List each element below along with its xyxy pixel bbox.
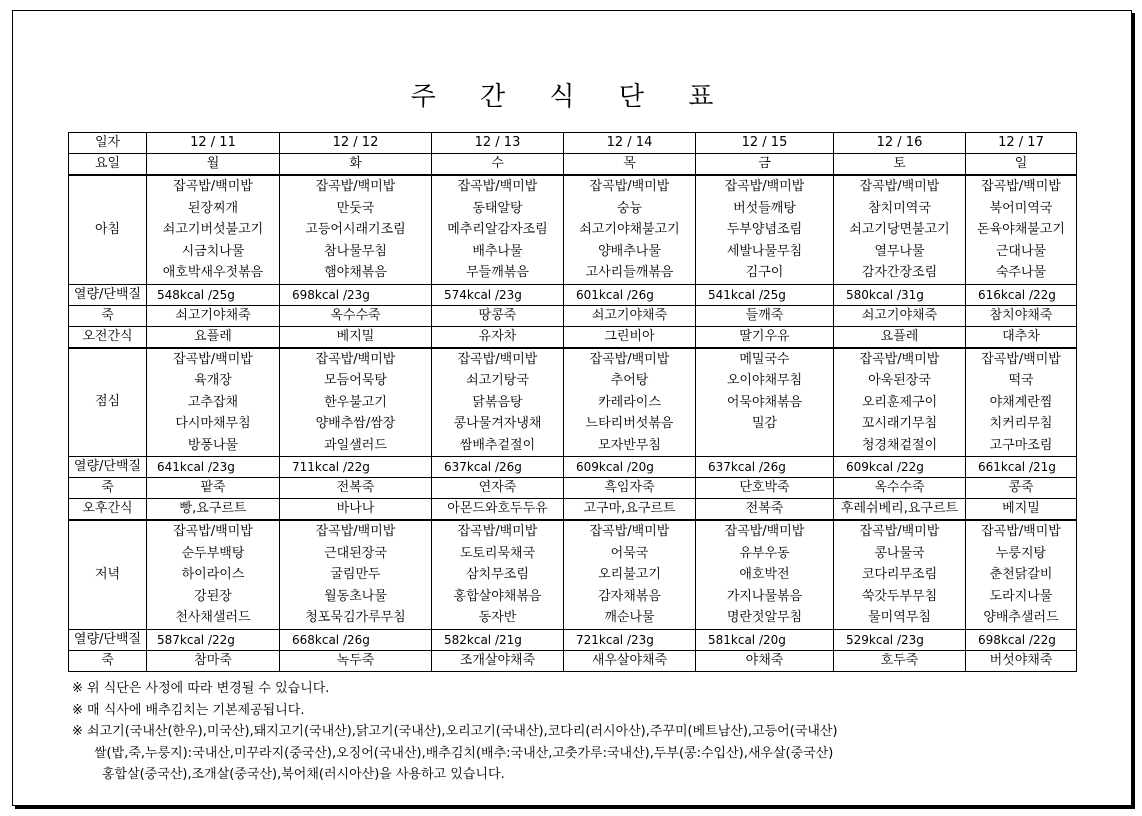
menu-item: 도라지나물 — [989, 588, 1053, 604]
menu-item: 열무나물 — [874, 243, 925, 259]
dinner-kcal-cell: 698kcal /22g — [966, 629, 1077, 650]
breakfast-porridge-cell: 들깨죽 — [696, 305, 834, 326]
dinner-porridge-cell: 야채죽 — [696, 650, 834, 671]
breakfast-cell — [966, 175, 1077, 284]
menu-item: 숭늉 — [616, 200, 643, 216]
menu-item: 굴림만두 — [330, 567, 381, 582]
date-row — [69, 133, 1077, 154]
lunch-kcal-cell: 641kcal /23g — [147, 457, 280, 478]
dinner-kcal-cell: 668kcal /26g — [280, 629, 432, 650]
lunch-kcal-row — [69, 457, 1077, 478]
lunch-kcal-cell: 609kcal /20g — [564, 457, 696, 478]
menu-item: 쇠고기당면불고기 — [849, 222, 950, 237]
breakfast-kcal-cell: 548kcal /25g — [147, 284, 280, 305]
lunch-cell — [147, 348, 280, 457]
dinner-porridge-row — [69, 650, 1077, 671]
breakfast-kcal-cell: 601kcal /26g — [564, 284, 696, 305]
menu-item: 방풍나물 — [187, 437, 239, 453]
day-cell: 월 — [147, 154, 280, 176]
dinner-porridge-cell: 버섯야채죽 — [966, 650, 1077, 671]
note-1: ※ 위 식단은 사정에 따라 변경될 수 있습니다. — [72, 681, 330, 696]
menu-item: 잡곡밥/백미밥 — [173, 179, 253, 194]
menu-item: 유부우동 — [739, 545, 790, 561]
lunch-porridge-cell: 단호박죽 — [696, 478, 834, 499]
lunch-kcal-cell: 711kcal /22g — [280, 457, 432, 478]
menu-item: 김구이 — [745, 265, 784, 280]
lunch-kcal-cell: 661kcal /21g — [966, 457, 1077, 478]
afternoon-snack-cell: 아몬드와호두두유 — [432, 499, 564, 521]
menu-item: 동태알탕 — [472, 200, 523, 216]
menu-item: 과일샐러드 — [324, 437, 387, 453]
menu-item: 잡곡밥/백미밥 — [315, 351, 396, 367]
breakfast-kcal-cell: 580kcal /31g — [834, 284, 966, 305]
menu-item: 가지나물볶음 — [726, 588, 803, 604]
menu-item: 육개장 — [194, 373, 232, 388]
menu-item: 쇠고기야채불고기 — [579, 222, 680, 237]
menu-item: 고추잡채 — [187, 394, 239, 410]
breakfast-cell — [696, 175, 834, 284]
menu-item: 오리불고기 — [598, 567, 661, 582]
menu-item: 코다리무조림 — [861, 567, 938, 582]
menu-item: 콩나물국 — [874, 545, 925, 561]
lunch-cell — [280, 348, 432, 457]
lunch-porridge-cell: 연자죽 — [432, 478, 564, 499]
menu-item: 잡곡밥/백미밥 — [724, 524, 805, 539]
lunch-cell — [696, 348, 834, 457]
menu-item: 숙주나물 — [995, 265, 1047, 280]
date-cell: 12 / 13 — [432, 133, 564, 154]
menu-item: 물미역무침 — [868, 610, 931, 625]
menu-item: 잡곡밥/백미밥 — [173, 524, 253, 539]
menu-item: 양배추쌈/쌈장 — [315, 416, 396, 431]
menu-item: 잡곡밥/백미밥 — [589, 351, 670, 367]
date-label: 일자 — [69, 133, 147, 154]
afternoon-snack-cell: 바나나 — [280, 499, 432, 521]
menu-item: 된장찌개 — [187, 200, 239, 216]
menu-item: 두부양념조림 — [726, 222, 803, 237]
menu-item: 어묵국 — [610, 545, 649, 561]
day-cell: 금 — [696, 154, 834, 176]
menu-item: 야채계란찜 — [989, 394, 1053, 410]
menu-item: 청경채겉절이 — [861, 437, 938, 453]
menu-item: 강된장 — [194, 588, 232, 604]
menu-item: 햄야채볶음 — [324, 265, 387, 280]
lunch-kcal-label: 열량/단백질 — [69, 457, 147, 478]
menu-item: 누룽지탕 — [995, 545, 1047, 561]
dinner-label: 저녁 — [69, 520, 147, 629]
breakfast-porridge-cell: 쇠고기야채죽 — [834, 305, 966, 326]
menu-item: 카레라이스 — [598, 394, 661, 410]
morning-snack-cell: 그린비아 — [564, 326, 696, 348]
menu-item: 아욱된장국 — [868, 373, 931, 388]
dinner-kcal-label: 열량/단백질 — [69, 629, 147, 650]
menu-item: 양배추샐러드 — [983, 610, 1059, 625]
dinner-kcal-cell: 721kcal /23g — [564, 629, 696, 650]
lunch-porridge-cell: 흑임자죽 — [564, 478, 696, 499]
day-cell: 토 — [834, 154, 966, 176]
lunch-kcal-cell: 637kcal /26g — [696, 457, 834, 478]
lunch-porridge-cell: 전복죽 — [280, 478, 432, 499]
menu-item: 잡곡밥/백미밥 — [315, 524, 396, 539]
menu-item: 떡국 — [1008, 373, 1034, 388]
menu-item: 홍합살야채볶음 — [453, 588, 542, 604]
afternoon-snack-cell: 후레쉬베리,요구르트 — [834, 499, 966, 521]
menu-item: 무들깨볶음 — [466, 265, 529, 280]
menu-item: 도토리묵채국 — [459, 545, 536, 561]
menu-item: 잡곡밥/백미밥 — [589, 524, 670, 539]
breakfast-kcal-cell: 574kcal /23g — [432, 284, 564, 305]
menu-item: 잡곡밥/백미밥 — [457, 179, 538, 194]
lunch-cell — [966, 348, 1077, 457]
morning-snack-cell: 딸기우유 — [696, 326, 834, 348]
dinner-porridge-cell: 참마죽 — [147, 650, 280, 671]
menu-item: 쌈배추겉절이 — [459, 437, 536, 453]
menu-item: 순두부백탕 — [181, 545, 245, 561]
breakfast-porridge-row — [69, 305, 1077, 326]
lunch-cell — [564, 348, 696, 457]
lunch-kcal-cell: 637kcal /26g — [432, 457, 564, 478]
menu-item: 감자채볶음 — [598, 588, 661, 604]
breakfast-label: 아침 — [69, 175, 147, 284]
menu-item: 참치미역국 — [868, 200, 931, 216]
weekly-menu-table — [68, 132, 1077, 672]
lunch-porridge-label: 죽 — [69, 478, 147, 499]
menu-item: 돈육야채불고기 — [977, 222, 1065, 237]
menu-item: 근대된장국 — [324, 545, 387, 561]
lunch-porridge-cell: 옥수수죽 — [834, 478, 966, 499]
breakfast-porridge-cell: 땅콩죽 — [432, 305, 564, 326]
breakfast-kcal-cell: 616kcal /22g — [966, 284, 1077, 305]
menu-item: 잡곡밥/백미밥 — [724, 179, 805, 194]
menu-item: 잡곡밥/백미밥 — [859, 179, 940, 194]
morning-snack-cell: 대추차 — [966, 326, 1077, 348]
dinner-porridge-cell: 호두죽 — [834, 650, 966, 671]
dinner-cell — [564, 520, 696, 629]
menu-item: 만둣국 — [336, 200, 375, 216]
menu-item: 오이야채무침 — [726, 373, 803, 388]
menu-item: 근대나물 — [995, 243, 1047, 259]
menu-item: 모자반무침 — [598, 437, 661, 453]
menu-item: 참나물무침 — [324, 243, 387, 259]
breakfast-cell — [432, 175, 564, 284]
date-cell: 12 / 11 — [147, 133, 280, 154]
menu-item: 쑥갓두부무침 — [861, 588, 938, 604]
breakfast-kcal-row — [69, 284, 1077, 305]
day-cell: 목 — [564, 154, 696, 176]
menu-item: 한우불고기 — [324, 394, 387, 410]
menu-item: 모듬어묵탕 — [324, 373, 387, 388]
date-cell: 12 / 16 — [834, 133, 966, 154]
note-4: 쌀(밥,죽,누룽지):국내산,미꾸라지(중국산),오징어(국내산),배추김치(배추:국내산,고춧가루:국내산),두부(콩:수입산),새우살(중국산) — [94, 745, 834, 761]
menu-item: 추어탕 — [610, 373, 649, 388]
menu-item: 고구마조림 — [989, 437, 1053, 453]
menu-item: 콩나물겨자냉채 — [453, 416, 542, 431]
day-cell: 화 — [280, 154, 432, 176]
menu-item: 쇠고기탕국 — [466, 373, 529, 388]
dinner-cell — [147, 520, 280, 629]
menu-item: 고등어시래기조림 — [305, 222, 406, 237]
menu-item: 청포묵김가루무침 — [305, 610, 406, 625]
dinner-kcal-row — [69, 629, 1077, 650]
menu-item: 메추리알감자조림 — [447, 222, 548, 237]
menu-item: 잡곡밥/백미밥 — [315, 179, 396, 194]
afternoon-snack-label: 오후간식 — [69, 499, 147, 521]
afternoon-snack-row — [69, 499, 1077, 521]
date-cell: 12 / 12 — [280, 133, 432, 154]
dinner-porridge-cell: 새우살야채죽 — [564, 650, 696, 671]
menu-item: 잡곡밥/백미밥 — [981, 179, 1061, 194]
menu-item: 월동초나물 — [324, 588, 387, 604]
lunch-cell — [432, 348, 564, 457]
afternoon-snack-cell: 전복죽 — [696, 499, 834, 521]
afternoon-snack-cell: 빵,요구르트 — [147, 499, 280, 521]
day-row — [69, 154, 1077, 176]
lunch-porridge-row — [69, 478, 1077, 499]
breakfast-porridge-cell: 쇠고기야채죽 — [564, 305, 696, 326]
menu-item: 잡곡밥/백미밥 — [859, 351, 940, 367]
menu-item: 삼치무조림 — [466, 567, 529, 582]
menu-item: 다시마채무침 — [175, 416, 251, 431]
morning-snack-cell: 유자차 — [432, 326, 564, 348]
menu-item: 밀감 — [751, 416, 778, 431]
lunch-kcal-cell: 609kcal /22g — [834, 457, 966, 478]
breakfast-cell — [147, 175, 280, 284]
dinner-kcal-cell: 587kcal /22g — [147, 629, 280, 650]
menu-item: 잡곡밥/백미밥 — [981, 351, 1061, 367]
menu-item: 잡곡밥/백미밥 — [457, 351, 538, 367]
breakfast-kcal-cell: 698kcal /23g — [280, 284, 432, 305]
menu-item: 배추나물 — [472, 243, 523, 259]
note-5: 홍합살(중국산),조개살(중국산),북어채(러시아산)을 사용하고 있습니다. — [102, 767, 505, 782]
notes — [72, 678, 838, 786]
menu-item: 북어미역국 — [989, 200, 1053, 216]
menu-item: 메밀국수 — [739, 351, 790, 367]
menu-item: 애호박전 — [739, 567, 790, 582]
menu-item: 버섯들깨탕 — [733, 200, 796, 216]
morning-snack-cell: 베지밀 — [280, 326, 432, 348]
breakfast-row — [69, 175, 1077, 284]
day-cell: 일 — [966, 154, 1077, 176]
lunch-porridge-cell: 팥죽 — [147, 478, 280, 499]
menu-item: 어묵야채볶음 — [726, 394, 803, 410]
dinner-kcal-cell: 581kcal /20g — [696, 629, 834, 650]
breakfast-porridge-label: 죽 — [69, 305, 147, 326]
menu-item: 잡곡밥/백미밥 — [173, 351, 253, 367]
menu-item: 닭볶음탕 — [472, 394, 523, 410]
dinner-cell — [280, 520, 432, 629]
dinner-kcal-cell: 582kcal /21g — [432, 629, 564, 650]
menu-item: 잡곡밥/백미밥 — [589, 179, 670, 194]
menu-item: 양배추나물 — [598, 243, 661, 259]
breakfast-porridge-cell: 옥수수죽 — [280, 305, 432, 326]
breakfast-cell — [834, 175, 966, 284]
dinner-row — [69, 520, 1077, 629]
date-cell: 12 / 15 — [696, 133, 834, 154]
dinner-cell — [696, 520, 834, 629]
menu-item: 동자반 — [478, 610, 517, 625]
menu-item — [698, 435, 831, 457]
lunch-porridge-cell: 콩죽 — [966, 478, 1077, 499]
dinner-cell — [432, 520, 564, 629]
menu-item: 잡곡밥/백미밥 — [981, 524, 1061, 539]
breakfast-cell — [564, 175, 696, 284]
menu-item: 꼬시래기무침 — [861, 416, 938, 431]
menu-item: 하이라이스 — [181, 567, 245, 582]
menu-item: 시금치나물 — [181, 243, 245, 259]
lunch-label: 점심 — [69, 348, 147, 457]
day-label: 요일 — [69, 154, 147, 176]
date-cell: 12 / 14 — [564, 133, 696, 154]
lunch-cell — [834, 348, 966, 457]
note-3: ※ 쇠고기(국내산(한우),미국산),돼지고기(국내산),닭고기(국내산),오리고기(국내산),코다리(러시아산),주꾸미(베트남산),고등어(국내산) — [72, 724, 838, 739]
menu-item: 잡곡밥/백미밥 — [457, 524, 538, 539]
breakfast-porridge-cell: 참치야채죽 — [966, 305, 1077, 326]
breakfast-kcal-label: 열량/단백질 — [69, 284, 147, 305]
menu-item: 세발나물무침 — [726, 243, 803, 259]
note-2: ※ 매 식사에 배추김치는 기본제공됩니다. — [72, 702, 305, 718]
morning-snack-cell: 요플레 — [834, 326, 966, 348]
menu-item: 오리훈제구이 — [861, 394, 938, 410]
breakfast-porridge-cell: 쇠고기야채죽 — [147, 305, 280, 326]
dinner-kcal-cell: 529kcal /23g — [834, 629, 966, 650]
breakfast-kcal-cell: 541kcal /25g — [696, 284, 834, 305]
morning-snack-cell: 요플레 — [147, 326, 280, 348]
date-cell: 12 / 17 — [966, 133, 1077, 154]
menu-item: 쇠고기버섯불고기 — [162, 222, 264, 237]
day-cell: 수 — [432, 154, 564, 176]
breakfast-cell — [280, 175, 432, 284]
dinner-cell — [966, 520, 1077, 629]
menu-item: 천사채샐러드 — [175, 610, 251, 625]
lunch-row — [69, 348, 1077, 457]
menu-item: 깨순나물 — [604, 610, 655, 625]
menu-item: 느타리버섯볶음 — [585, 416, 674, 431]
menu-item: 치커리무침 — [989, 416, 1053, 431]
menu-item: 애호박새우젓볶음 — [162, 265, 264, 280]
menu-item: 명란젓알무침 — [726, 610, 803, 625]
afternoon-snack-cell: 고구마,요구르트 — [564, 499, 696, 521]
dinner-porridge-cell: 녹두죽 — [280, 650, 432, 671]
afternoon-snack-cell: 베지밀 — [966, 499, 1077, 521]
menu-item: 춘천닭갈비 — [989, 567, 1053, 582]
morning-snack-row — [69, 326, 1077, 348]
dinner-porridge-cell: 조개살야채죽 — [432, 650, 564, 671]
menu-item: 고사리들깨볶음 — [585, 265, 674, 280]
dinner-cell — [834, 520, 966, 629]
menu-item: 잡곡밥/백미밥 — [859, 524, 940, 539]
menu-item: 감자간장조림 — [861, 265, 938, 280]
page-title: 주 간 식 단 표 — [410, 82, 732, 112]
dinner-porridge-label: 죽 — [69, 650, 147, 671]
morning-snack-label: 오전간식 — [69, 326, 147, 348]
